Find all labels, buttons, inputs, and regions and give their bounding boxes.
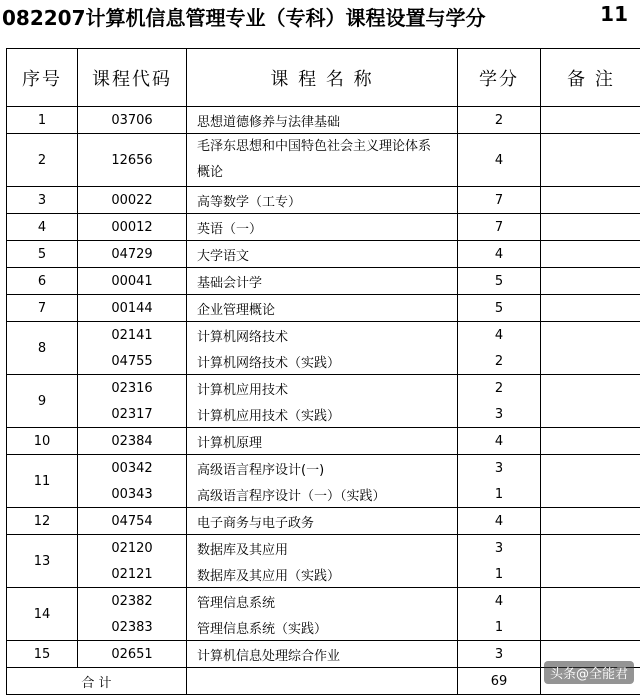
header-note: 备 注 bbox=[541, 49, 640, 107]
course-name: 毛泽东思想和中国特色社会主义理论体系概论 bbox=[197, 134, 437, 186]
row-no-text: 5 bbox=[38, 247, 46, 262]
row-no-text: 1 bbox=[38, 113, 46, 128]
row-name bbox=[187, 535, 458, 588]
course-code: 02316 bbox=[78, 375, 186, 401]
row-no bbox=[7, 508, 78, 535]
row-no-text: 15 bbox=[34, 647, 51, 662]
table-row bbox=[7, 214, 640, 241]
course-code: 00343 bbox=[78, 481, 186, 507]
table-row bbox=[7, 322, 640, 375]
course-code: 00041 bbox=[78, 268, 186, 294]
course-table bbox=[6, 48, 640, 695]
row-no-text: 2 bbox=[38, 153, 46, 168]
course-code: 02141 bbox=[78, 322, 186, 348]
row-no bbox=[7, 187, 78, 214]
row-name bbox=[187, 322, 458, 375]
row-code bbox=[78, 187, 187, 214]
row-name bbox=[187, 508, 458, 535]
course-name: 企业管理概论 bbox=[197, 295, 457, 321]
course-credit: 2 bbox=[458, 107, 540, 133]
row-no bbox=[7, 641, 78, 668]
course-credit: 4 bbox=[458, 322, 540, 348]
row-code bbox=[78, 588, 187, 641]
title-bar bbox=[0, 0, 640, 32]
row-no-text: 11 bbox=[34, 474, 51, 489]
row-no bbox=[7, 134, 78, 187]
row-no-text: 6 bbox=[38, 274, 46, 289]
course-name: 计算机网络技术 bbox=[197, 322, 457, 348]
total-credit: 69 bbox=[458, 668, 541, 695]
course-code: 04755 bbox=[78, 348, 186, 374]
row-no-text: 4 bbox=[38, 220, 46, 235]
header-name: 课 程 名 称 bbox=[187, 49, 458, 107]
row-code bbox=[78, 107, 187, 134]
row-note bbox=[541, 268, 640, 295]
page-title: 082207计算机信息管理专业（专科）课程设置与学分 bbox=[2, 2, 486, 31]
row-note bbox=[541, 295, 640, 322]
total-name-empty bbox=[187, 668, 458, 695]
header-credit: 学分 bbox=[458, 49, 541, 107]
course-code: 04729 bbox=[78, 241, 186, 267]
row-no bbox=[7, 295, 78, 322]
table-row bbox=[7, 134, 640, 187]
course-credit: 4 bbox=[458, 241, 540, 267]
table-row bbox=[7, 535, 640, 588]
row-credit bbox=[458, 295, 541, 322]
row-no-text: 12 bbox=[34, 514, 51, 529]
row-note bbox=[541, 455, 640, 508]
row-no bbox=[7, 535, 78, 588]
row-note bbox=[541, 107, 640, 134]
row-name bbox=[187, 588, 458, 641]
row-no bbox=[7, 375, 78, 428]
course-name: 计算机应用技术 bbox=[197, 375, 457, 401]
course-code: 00012 bbox=[78, 214, 186, 240]
course-code: 00342 bbox=[78, 455, 186, 481]
total-label: 合 计 bbox=[7, 668, 187, 695]
row-name bbox=[187, 268, 458, 295]
row-name bbox=[187, 375, 458, 428]
header-no: 序号 bbox=[7, 49, 78, 107]
row-credit bbox=[458, 375, 541, 428]
row-note bbox=[541, 322, 640, 375]
row-no-text: 7 bbox=[38, 301, 46, 316]
course-name: 电子商务与电子政务 bbox=[197, 508, 457, 534]
course-credit: 4 bbox=[458, 134, 540, 186]
row-name bbox=[187, 107, 458, 134]
course-name: 管理信息系统 bbox=[197, 588, 457, 614]
row-name bbox=[187, 455, 458, 508]
course-credit: 3 bbox=[458, 535, 540, 561]
row-credit bbox=[458, 107, 541, 134]
row-name bbox=[187, 214, 458, 241]
course-code: 02382 bbox=[78, 588, 186, 614]
course-name: 高级语言程序设计(一) bbox=[197, 455, 457, 481]
row-code bbox=[78, 375, 187, 428]
course-code: 02120 bbox=[78, 535, 186, 561]
row-code bbox=[78, 214, 187, 241]
row-credit bbox=[458, 268, 541, 295]
row-credit bbox=[458, 241, 541, 268]
row-note bbox=[541, 134, 640, 187]
course-credit: 4 bbox=[458, 588, 540, 614]
table-row bbox=[7, 241, 640, 268]
row-no-text: 8 bbox=[38, 341, 46, 356]
row-credit bbox=[458, 455, 541, 508]
course-credit: 2 bbox=[458, 348, 540, 374]
row-credit bbox=[458, 588, 541, 641]
row-no bbox=[7, 322, 78, 375]
table-row bbox=[7, 428, 640, 455]
table-body bbox=[7, 107, 640, 668]
row-code bbox=[78, 508, 187, 535]
course-credit: 1 bbox=[458, 614, 540, 640]
table-row bbox=[7, 107, 640, 134]
row-name bbox=[187, 428, 458, 455]
course-credit: 3 bbox=[458, 641, 540, 667]
row-code bbox=[78, 241, 187, 268]
row-no-text: 14 bbox=[34, 607, 51, 622]
course-name: 计算机原理 bbox=[197, 428, 457, 454]
course-code: 02383 bbox=[78, 614, 186, 640]
course-code: 02384 bbox=[78, 428, 186, 454]
course-credit: 7 bbox=[458, 214, 540, 240]
table-row bbox=[7, 268, 640, 295]
course-credit: 1 bbox=[458, 561, 540, 587]
row-no bbox=[7, 107, 78, 134]
row-credit bbox=[458, 214, 541, 241]
row-no bbox=[7, 455, 78, 508]
row-code bbox=[78, 322, 187, 375]
course-credit: 1 bbox=[458, 481, 540, 507]
row-note bbox=[541, 508, 640, 535]
table-row bbox=[7, 295, 640, 322]
course-name: 思想道德修养与法律基础 bbox=[197, 107, 457, 133]
course-credit: 4 bbox=[458, 428, 540, 454]
course-name: 计算机应用技术（实践） bbox=[197, 401, 457, 427]
table-row bbox=[7, 588, 640, 641]
table-row bbox=[7, 187, 640, 214]
course-code: 04754 bbox=[78, 508, 186, 534]
row-no bbox=[7, 214, 78, 241]
table-header-row bbox=[7, 49, 640, 107]
row-credit bbox=[458, 428, 541, 455]
course-name: 计算机信息处理综合作业 bbox=[197, 641, 457, 667]
course-name: 计算机网络技术（实践） bbox=[197, 348, 457, 374]
course-code: 03706 bbox=[78, 107, 186, 133]
row-no-text: 9 bbox=[38, 394, 46, 409]
row-name bbox=[187, 295, 458, 322]
course-code: 02121 bbox=[78, 561, 186, 587]
table-row bbox=[7, 375, 640, 428]
row-code bbox=[78, 134, 187, 187]
row-credit bbox=[458, 322, 541, 375]
row-no bbox=[7, 428, 78, 455]
row-credit bbox=[458, 187, 541, 214]
row-note bbox=[541, 428, 640, 455]
course-code: 00144 bbox=[78, 295, 186, 321]
course-name: 管理信息系统（实践） bbox=[197, 614, 457, 640]
row-note bbox=[541, 241, 640, 268]
row-note bbox=[541, 588, 640, 641]
row-note bbox=[541, 187, 640, 214]
row-code bbox=[78, 641, 187, 668]
row-no-text: 13 bbox=[34, 554, 51, 569]
page-number: 11 bbox=[600, 2, 628, 26]
course-code: 00022 bbox=[78, 187, 186, 213]
row-name bbox=[187, 241, 458, 268]
course-code: 02651 bbox=[78, 641, 186, 667]
header-code: 课程代码 bbox=[78, 49, 187, 107]
course-name: 高级语言程序设计（一）（实践） bbox=[197, 481, 457, 507]
row-credit bbox=[458, 508, 541, 535]
row-no bbox=[7, 268, 78, 295]
table-row bbox=[7, 455, 640, 508]
course-credit: 3 bbox=[458, 401, 540, 427]
row-code bbox=[78, 428, 187, 455]
row-credit bbox=[458, 641, 541, 668]
course-name: 基础会计学 bbox=[197, 268, 457, 294]
course-name: 高等数学（工专） bbox=[197, 187, 457, 213]
course-code: 12656 bbox=[78, 134, 186, 186]
course-credit: 4 bbox=[458, 508, 540, 534]
row-no bbox=[7, 588, 78, 641]
course-name: 英语（一） bbox=[197, 214, 457, 240]
row-no-text: 3 bbox=[38, 193, 46, 208]
row-name bbox=[187, 187, 458, 214]
course-name: 大学语文 bbox=[197, 241, 457, 267]
watermark: 头条@全能君 bbox=[544, 661, 634, 684]
row-code bbox=[78, 268, 187, 295]
row-no bbox=[7, 241, 78, 268]
row-note bbox=[541, 535, 640, 588]
course-name: 数据库及其应用（实践） bbox=[197, 561, 457, 587]
course-code: 02317 bbox=[78, 401, 186, 427]
course-credit: 7 bbox=[458, 187, 540, 213]
course-credit: 5 bbox=[458, 295, 540, 321]
row-code bbox=[78, 535, 187, 588]
course-credit: 5 bbox=[458, 268, 540, 294]
row-note bbox=[541, 375, 640, 428]
row-name bbox=[187, 641, 458, 668]
row-code bbox=[78, 455, 187, 508]
row-name bbox=[187, 134, 458, 187]
course-credit: 2 bbox=[458, 375, 540, 401]
row-credit bbox=[458, 535, 541, 588]
course-credit: 3 bbox=[458, 455, 540, 481]
course-name: 数据库及其应用 bbox=[197, 535, 457, 561]
row-credit bbox=[458, 134, 541, 187]
row-note bbox=[541, 214, 640, 241]
row-code bbox=[78, 295, 187, 322]
row-no-text: 10 bbox=[34, 434, 51, 449]
table-row bbox=[7, 508, 640, 535]
